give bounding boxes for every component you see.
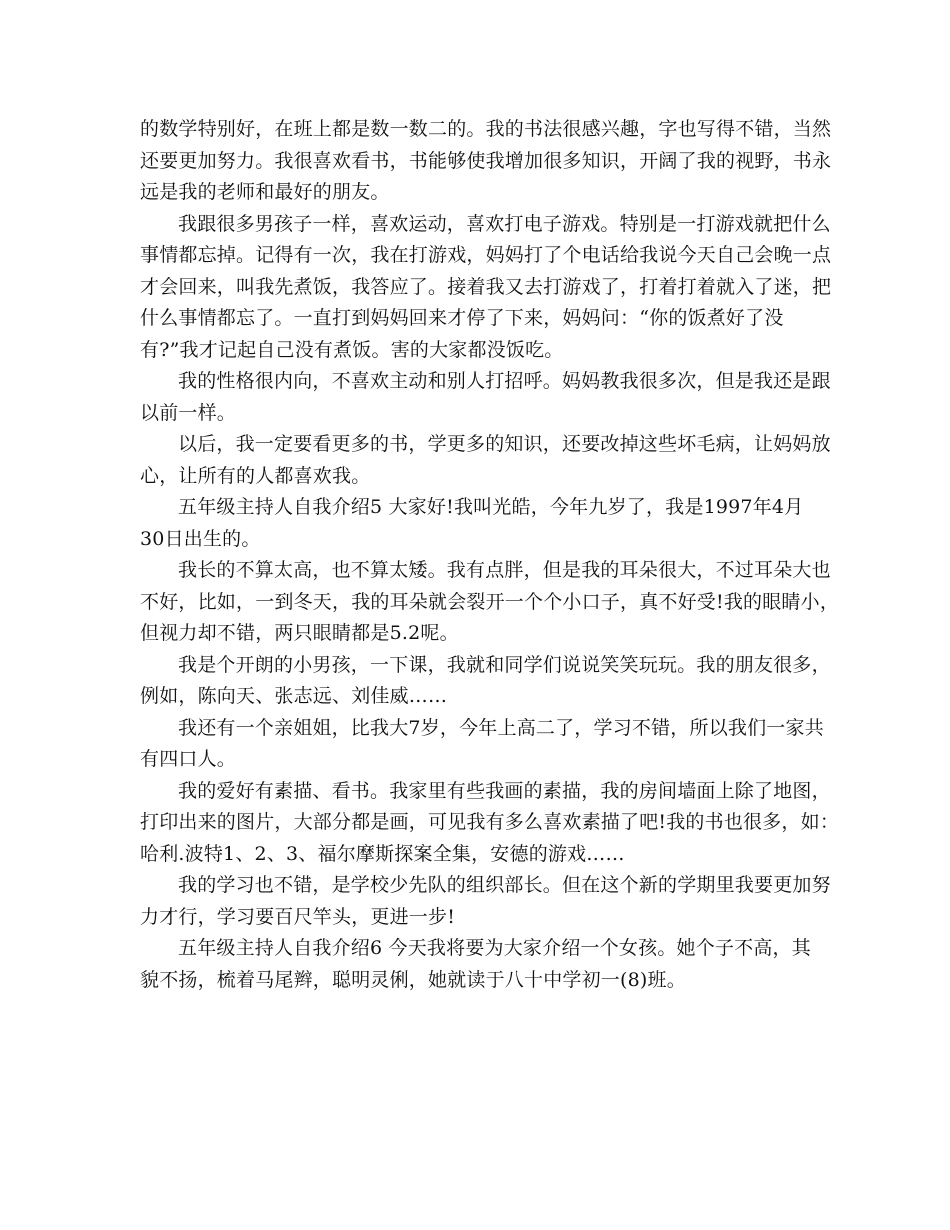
text-line: 的数学特别好，在班上都是数一数二的。我的书法很感兴趣，字也写得不错，当然 [140, 118, 832, 140]
text-line: 30日出生的。 [140, 527, 261, 550]
text-line: 什么事情都忘了。一直打到妈妈回来才停了下来，妈妈问：“你的饭煮好了没 [140, 307, 784, 329]
text-line: 还要更加努力。我很喜欢看书，书能够使我增加很多知识，开阔了我的视野，书永 [140, 149, 832, 172]
text-line: 事情都忘掉。记得有一次，我在打游戏，妈妈打了个电话给我说今天自己会晚一点 [140, 244, 832, 266]
text-line: 力才行，学习要百尺竿头，更进一步! [140, 905, 456, 928]
text-line: 例如，陈向天、张志远、刘佳威…… [140, 685, 448, 707]
text-line: 我的学习也不错，是学校少先队的组织部长。但在这个新的学期里我要更加努 [178, 874, 831, 896]
text-line: 有四口人。 [140, 748, 237, 770]
text-line: 不好，比如，一到冬天，我的耳朵就会裂开一个个小口子，真不好受!我的眼睛小， [140, 590, 840, 613]
text-line: 五年级主持人自我介绍5 大家好!我叫光皓，今年九岁了，我是1997年4月 [178, 496, 804, 518]
text-line: 我跟很多男孩子一样，喜欢运动，喜欢打电子游戏。特别是一打游戏就把什么 [178, 212, 831, 235]
text-line: 才会回来，叫我先煮饭，我答应了。接着我又去打游戏了，打着打着就入了迷，把 [140, 275, 832, 298]
document-body [140, 114, 840, 996]
text-line: 远是我的老师和最好的朋友。 [140, 181, 390, 203]
text-line: 我还有一个亲姐姐，比我大7岁，今年上高二了，学习不错，所以我们一家共 [178, 716, 824, 739]
text-line: 我长的不算太高，也不算太矮。我有点胖，但是我的耳朵很大，不过耳朵大也 [178, 559, 831, 581]
text-line: 以后，我一定要看更多的书，学更多的知识，还要改掉这些坏毛病，让妈妈放 [178, 433, 831, 455]
text-line: 心，让所有的人都喜欢我。 [140, 464, 371, 487]
text-line: 我的爱好有素描、看书。我家里有些我画的素描，我的房间墙面上除了地图， [178, 779, 831, 802]
text-line: 我是个开朗的小男孩，一下课，我就和同学们说说笑笑玩玩。我的朋友很多， [178, 653, 831, 676]
text-line: 以前一样。 [140, 401, 237, 424]
text-line: 貌不扬，梳着马尾辫，聪明灵俐，她就读于八十中学初一(8)班。 [140, 968, 686, 991]
text-line: 五年级主持人自我介绍6 今天我将要为大家介绍一个女孩。她个子不高，其 [178, 937, 811, 959]
text-line: 有?”我才记起自己没有煮饭。害的大家都没饭吃。 [140, 338, 564, 361]
text-line: 打印出来的图片，大部分都是画，可见我有多么喜欢素描了吧!我的书也很多，如： [140, 811, 840, 833]
text-line: 哈利.波特1、2、3、福尔摩斯探案全集，安德的游戏…… [140, 842, 625, 865]
text-line: 但视力却不错，两只眼睛都是5.2呢。 [140, 622, 459, 644]
text-line: 我的性格很内向，不喜欢主动和别人打招呼。妈妈教我很多次，但是我还是跟 [178, 370, 831, 392]
